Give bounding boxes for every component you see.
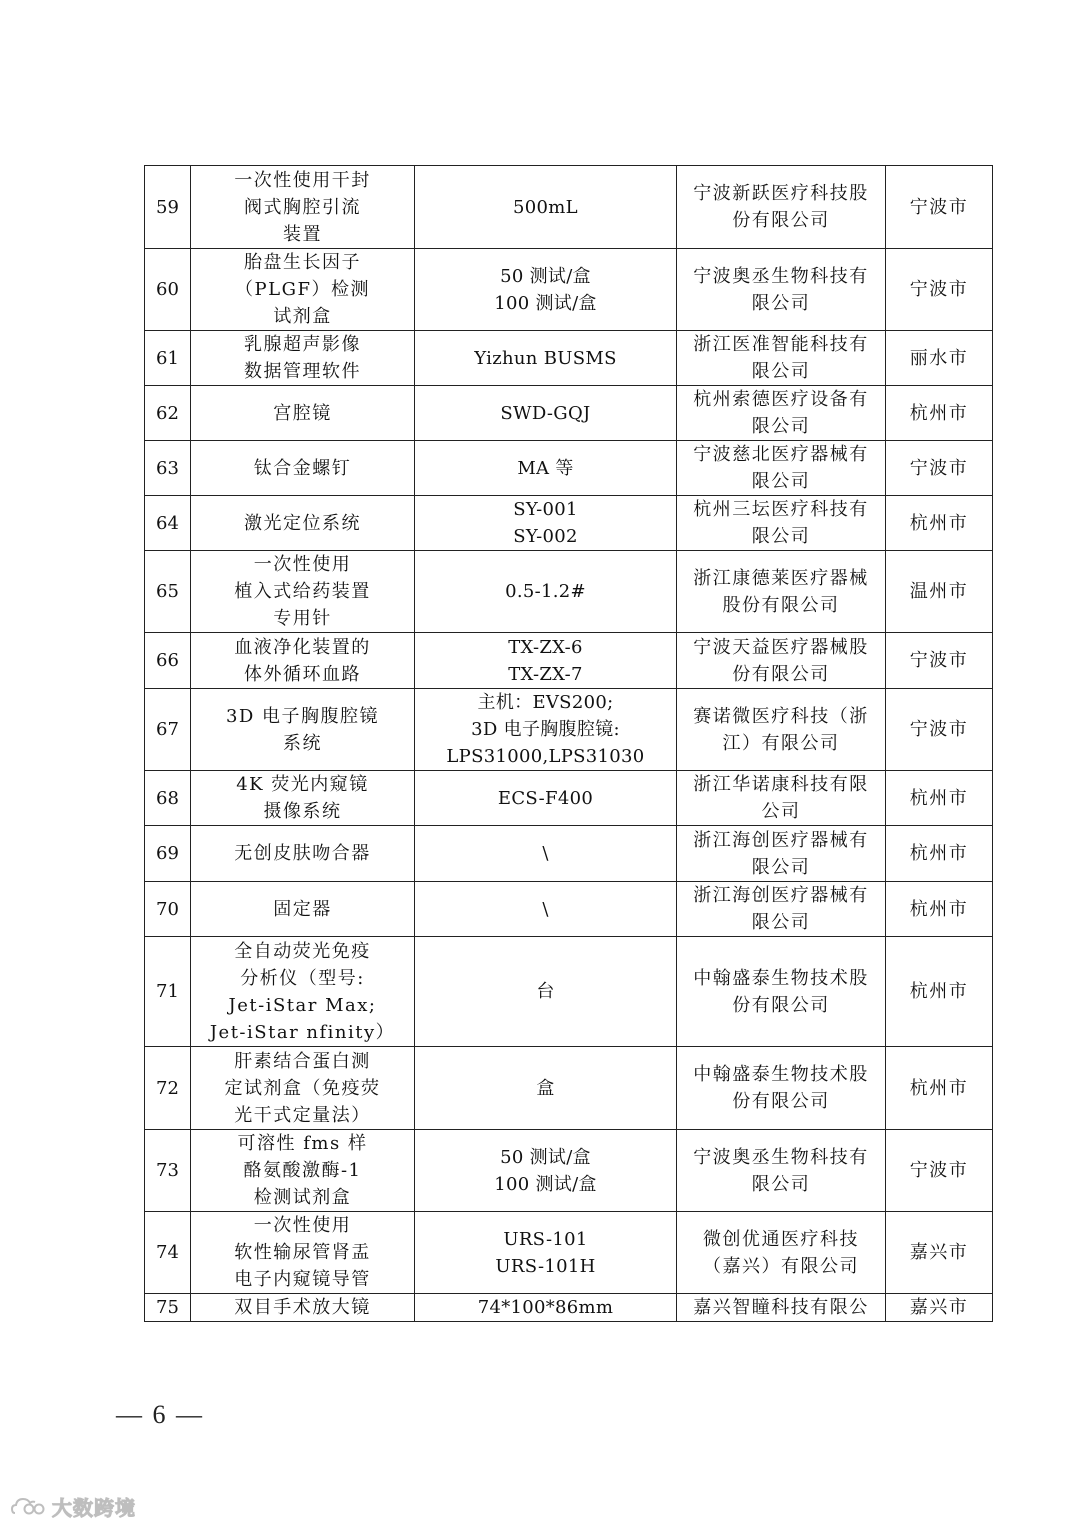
- cell-product-name-line: 4K 荧光内窥镜: [236, 774, 369, 795]
- cell-city: 宁波市: [886, 166, 993, 249]
- cell-company-line: 限公司: [751, 292, 811, 314]
- cell-company-line: 宁波天益医疗器械股: [693, 636, 869, 658]
- cell-company-line: 限公司: [751, 856, 811, 878]
- table-row: [145, 1294, 993, 1322]
- table-row: [145, 1130, 993, 1212]
- table-row: [145, 331, 993, 386]
- cell-model: [415, 882, 677, 937]
- cell-model-line: MA 等: [517, 457, 574, 479]
- cell-city: 杭州市: [886, 826, 993, 882]
- cell-company-line: 限公司: [751, 526, 811, 547]
- cell-model: [415, 937, 677, 1047]
- cell-company-line: 浙江华诺康科技有限: [693, 774, 869, 795]
- cell-model-line: 100 测试/盒: [494, 292, 597, 314]
- cell-model-line: 50 测试/盒: [500, 265, 591, 287]
- cell-product-name-line: Jet-iStar Max;: [228, 994, 377, 1016]
- cell-product-name-line: 植入式给药装置: [234, 581, 371, 602]
- cell-city: 宁波市: [886, 689, 993, 771]
- cell-city: 杭州市: [886, 882, 993, 937]
- cell-product-name-line: 全自动荧光免疫: [234, 940, 371, 962]
- cell-company: [677, 1294, 886, 1322]
- cell-city: 杭州市: [886, 771, 993, 826]
- cell-model: [415, 826, 677, 882]
- watermark: [10, 1491, 136, 1521]
- cell-product-name-line: 一次性使用: [253, 1215, 352, 1236]
- cell-product-name: [191, 441, 415, 496]
- cell-product-name-line: 肝素结合蛋白测: [234, 1050, 371, 1072]
- cell-city: 杭州市: [886, 937, 993, 1047]
- cell-number: 68: [145, 771, 191, 826]
- cell-company: [677, 1212, 886, 1294]
- cell-company-line: 杭州索德医疗设备有: [693, 389, 869, 410]
- cell-product-name-line: 一次性使用干封: [234, 169, 371, 191]
- cell-model: [415, 1130, 677, 1212]
- cell-product-name-line: 体外循环血路: [244, 663, 361, 685]
- cell-company-line: 宁波新跃医疗科技股: [693, 183, 869, 204]
- cell-product-name-line: 酪氨酸激酶-1: [243, 1160, 362, 1181]
- cell-number: 70: [145, 882, 191, 937]
- cell-model-line: URS-101: [503, 1228, 588, 1250]
- cell-product-name-line: 阀式胸腔引流: [244, 196, 361, 218]
- cell-product-name-line: 数据管理软件: [244, 361, 361, 382]
- page-number: — 6 —: [116, 1400, 204, 1429]
- cell-company-line: 份有限公司: [732, 663, 830, 685]
- cell-company: [677, 937, 886, 1047]
- cell-model: [415, 496, 677, 551]
- cell-company-line: 限公司: [751, 471, 811, 492]
- cell-company: [677, 633, 886, 689]
- cell-city: 嘉兴市: [886, 1212, 993, 1294]
- table-row: [145, 826, 993, 882]
- cell-product-name-line: 装置: [283, 223, 322, 245]
- cell-company: [677, 166, 886, 249]
- cell-product-name-line: 检测试剂盒: [253, 1187, 352, 1208]
- table-row: [145, 386, 993, 441]
- table-row: [145, 771, 993, 826]
- cell-product-name-line: 一次性使用: [253, 554, 352, 575]
- cell-company: [677, 826, 886, 882]
- table-row: [145, 441, 993, 496]
- cell-product-name: [191, 551, 415, 633]
- cell-company: [677, 771, 886, 826]
- cell-model: [415, 1294, 677, 1322]
- cell-city: 杭州市: [886, 496, 993, 551]
- cell-company: [677, 496, 886, 551]
- cell-company-line: 赛诺微医疗科技（浙: [693, 705, 869, 727]
- cell-model-line: 500mL: [513, 196, 578, 218]
- cell-product-name-line: 软性输尿管肾盂: [234, 1242, 371, 1263]
- cell-number: 69: [145, 826, 191, 882]
- cell-company-line: （嘉兴）有限公司: [703, 1255, 859, 1277]
- cell-product-name-line: （PLGF）检测: [235, 279, 370, 300]
- cell-model-line: LPS31000,LPS31030: [446, 746, 645, 767]
- cell-company: [677, 882, 886, 937]
- cell-model-line: SY-001: [513, 499, 578, 520]
- cell-city: 嘉兴市: [886, 1294, 993, 1322]
- cell-product-name-line: 3D 电子胸腹腔镜: [225, 705, 380, 727]
- cell-number: 64: [145, 496, 191, 551]
- cell-company: [677, 551, 886, 633]
- cell-product-name: [191, 882, 415, 937]
- cell-product-name-line: Jet-iStar nfinity）: [209, 1021, 396, 1043]
- cell-model-line: 3D 电子胸腹腔镜:: [471, 719, 620, 740]
- cell-model-line: 50 测试/盒: [500, 1146, 591, 1168]
- cell-product-name-line: 专用针: [273, 608, 332, 629]
- cell-product-name: [191, 496, 415, 551]
- cell-product-name: [191, 771, 415, 826]
- product-table: [144, 165, 993, 1322]
- cell-city: 宁波市: [886, 1130, 993, 1212]
- cell-city: 宁波市: [886, 249, 993, 331]
- cell-model-line: 盒: [536, 1077, 555, 1099]
- cell-product-name: [191, 937, 415, 1047]
- cell-product-name-line: 定试剂盒（免疫荧: [224, 1077, 381, 1099]
- table-row: [145, 1047, 993, 1130]
- cell-product-name-line: 双目手术放大镜: [234, 1297, 371, 1318]
- cell-product-name-line: 可溶性 fms 样: [237, 1133, 368, 1154]
- cell-number: 60: [145, 249, 191, 331]
- cell-model-line: URS-101H: [495, 1255, 596, 1277]
- cloud-logo-icon: [10, 1493, 48, 1519]
- cell-company-line: 限公司: [751, 1173, 811, 1195]
- cell-model: [415, 441, 677, 496]
- cell-product-name-line: 电子内窥镜导管: [234, 1269, 371, 1290]
- cell-model-line: ECS-F400: [497, 787, 594, 809]
- cell-company-line: 宁波奥丞生物科技有: [693, 1146, 869, 1168]
- table-row: [145, 633, 993, 689]
- cell-company-line: 宁波慈北医疗器械有: [693, 444, 869, 465]
- cell-product-name: [191, 1047, 415, 1130]
- cell-company: [677, 689, 886, 771]
- cell-product-name-line: 光干式定量法）: [234, 1104, 371, 1126]
- cell-product-name-line: 试剂盒: [273, 306, 332, 327]
- cell-company: [677, 249, 886, 331]
- cell-product-name: [191, 386, 415, 441]
- cell-number: 66: [145, 633, 191, 689]
- product-table-body: [145, 166, 993, 1322]
- cell-company-line: 限公司: [751, 361, 811, 382]
- cell-company-line: 中翰盛泰生物技术股: [693, 1064, 869, 1085]
- cell-product-name-line: 钛合金螺钉: [253, 457, 352, 479]
- cell-model: [415, 633, 677, 689]
- cell-number: 71: [145, 937, 191, 1047]
- cell-company-line: 浙江康德莱医疗器械: [693, 567, 869, 589]
- table-row: [145, 249, 993, 331]
- cell-product-name-line: 无创皮肤吻合器: [234, 843, 371, 864]
- cell-model: [415, 771, 677, 826]
- cell-company-line: 股份有限公司: [722, 594, 840, 616]
- cell-city: 温州市: [886, 551, 993, 633]
- cell-company-line: 中翰盛泰生物技术股: [693, 967, 869, 989]
- cell-product-name: [191, 1212, 415, 1294]
- cell-company-line: 江）有限公司: [722, 732, 840, 754]
- cell-model-line: \: [542, 843, 549, 864]
- cell-model: [415, 1047, 677, 1130]
- cell-model: [415, 551, 677, 633]
- cell-product-name-line: 摄像系统: [263, 801, 342, 822]
- cell-product-name: [191, 689, 415, 771]
- cell-company: [677, 1130, 886, 1212]
- table-row: [145, 689, 993, 771]
- cell-product-name-line: 血液净化装置的: [234, 636, 371, 658]
- cell-product-name-line: 激光定位系统: [244, 512, 361, 534]
- cell-company: [677, 386, 886, 441]
- table-row: [145, 496, 993, 551]
- cell-product-name: [191, 166, 415, 249]
- cell-company-line: 浙江海创医疗器械有: [693, 885, 869, 906]
- cell-number: 63: [145, 441, 191, 496]
- cell-city: 杭州市: [886, 386, 993, 441]
- cell-product-name-line: 系统: [283, 732, 322, 754]
- cell-company: [677, 1047, 886, 1130]
- cell-company: [677, 441, 886, 496]
- cell-company-line: 限公司: [751, 416, 811, 437]
- cell-company-line: 杭州三坛医疗科技有: [693, 499, 869, 520]
- cell-number: 75: [145, 1294, 191, 1322]
- cell-model-line: 100 测试/盒: [494, 1173, 597, 1195]
- cell-model-line: 主机：EVS200;: [477, 692, 614, 713]
- cell-model-line: TX-ZX-7: [508, 663, 583, 685]
- cell-company-line: 份有限公司: [732, 210, 830, 231]
- cell-company-line: 公司: [761, 801, 801, 822]
- cell-model-line: TX-ZX-6: [508, 636, 583, 658]
- cell-city: 丽水市: [886, 331, 993, 386]
- cell-company-line: 份有限公司: [732, 1091, 830, 1112]
- cell-company-line: 宁波奥丞生物科技有: [693, 265, 869, 287]
- cell-model-line: SWD-GQJ: [500, 402, 591, 424]
- cell-city: 宁波市: [886, 633, 993, 689]
- cell-company: [677, 331, 886, 386]
- cell-product-name: [191, 1130, 415, 1212]
- cell-product-name: [191, 331, 415, 386]
- cell-product-name: [191, 249, 415, 331]
- cell-model-line: 台: [536, 981, 555, 1002]
- table-row: [145, 882, 993, 937]
- cell-product-name: [191, 633, 415, 689]
- cell-model: [415, 249, 677, 331]
- cell-model-line: 0.5-1.2#: [505, 581, 586, 602]
- cell-product-name-line: 胎盘生长因子: [244, 252, 361, 273]
- cell-city: 宁波市: [886, 441, 993, 496]
- cell-model-line: SY-002: [513, 526, 578, 547]
- cell-company-line: 限公司: [751, 912, 811, 933]
- table-row: [145, 551, 993, 633]
- cell-city: 杭州市: [886, 1047, 993, 1130]
- table-row: [145, 937, 993, 1047]
- cell-model: [415, 689, 677, 771]
- cell-number: 61: [145, 331, 191, 386]
- cell-model-line: \: [542, 898, 549, 920]
- cell-number: 59: [145, 166, 191, 249]
- cell-product-name-line: 固定器: [273, 898, 332, 920]
- cell-product-name: [191, 826, 415, 882]
- cell-model-line: Yizhun BUSMS: [474, 347, 617, 369]
- cell-product-name-line: 宫腔镜: [273, 402, 332, 424]
- cell-company-line: 微创优通医疗科技: [703, 1228, 859, 1250]
- watermark-text: 大数跨境: [52, 1495, 136, 1520]
- cell-product-name-line: 分析仪（型号:: [240, 967, 365, 989]
- cell-company-line: 嘉兴智瞳科技有限公: [693, 1297, 869, 1318]
- cell-model: [415, 331, 677, 386]
- table-row: [145, 1212, 993, 1294]
- cell-number: 73: [145, 1130, 191, 1212]
- cell-company-line: 浙江医准智能科技有: [693, 334, 869, 355]
- cell-number: 72: [145, 1047, 191, 1130]
- cell-product-name-line: 乳腺超声影像: [244, 334, 361, 355]
- cell-company-line: 浙江海创医疗器械有: [693, 829, 869, 851]
- cell-product-name: [191, 1294, 415, 1322]
- cell-model: [415, 166, 677, 249]
- cell-model: [415, 1212, 677, 1294]
- cell-number: 74: [145, 1212, 191, 1294]
- cell-company-line: 份有限公司: [732, 994, 830, 1016]
- table-row: [145, 166, 993, 249]
- cell-number: 67: [145, 689, 191, 771]
- cell-model-line: 74*100*86mm: [477, 1297, 614, 1318]
- cell-model: [415, 386, 677, 441]
- cell-number: 65: [145, 551, 191, 633]
- cell-number: 62: [145, 386, 191, 441]
